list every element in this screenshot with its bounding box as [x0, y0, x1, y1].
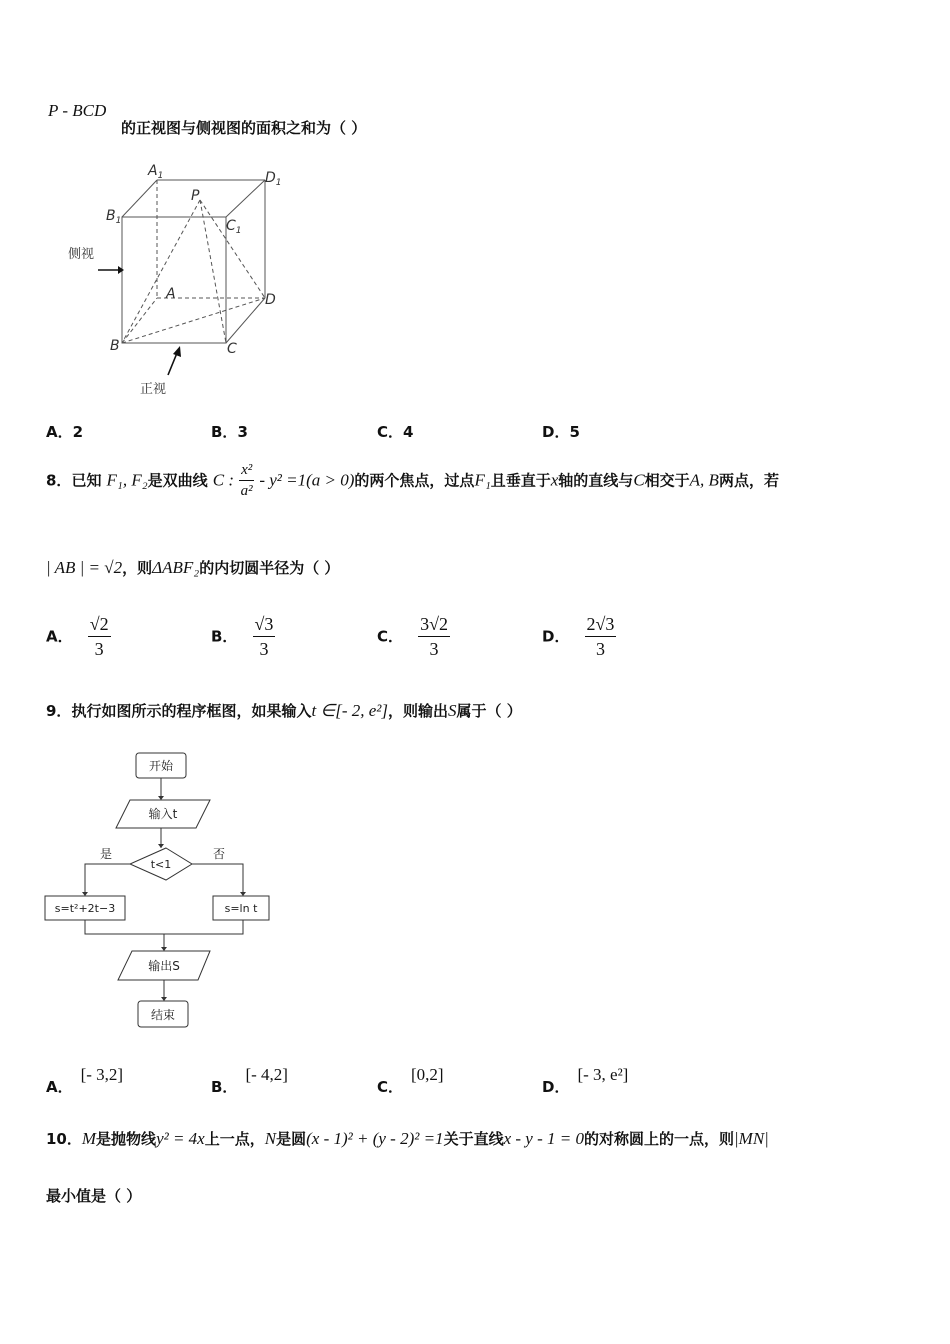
- q7-option-a[interactable]: A．2: [46, 423, 84, 441]
- q8-option-c[interactable]: C． $\frac{3√2}{3}$: [377, 614, 448, 659]
- flow-yes-text: 是: [99, 847, 113, 861]
- side-arrow-head: [118, 266, 124, 274]
- label-b1: $B_1$: [106, 208, 122, 226]
- edge-c1d1: [226, 180, 265, 217]
- q7-option-b[interactable]: B．3: [211, 423, 248, 441]
- front-view-label: 正视: [140, 382, 167, 397]
- flow-end-text: 结束: [150, 1008, 176, 1022]
- q10-line2: 最小值是（ ）: [46, 1187, 142, 1205]
- side-view-label: 侧视: [68, 247, 95, 262]
- q8-option-a[interactable]: A． $\frac{√2}{3}$: [46, 614, 109, 659]
- flow-cond-text: t<1: [150, 858, 172, 871]
- flow-no-text: 否: [212, 847, 226, 861]
- label-c1: $C_1$: [226, 218, 242, 236]
- edge-ba-hidden: [122, 298, 157, 343]
- label-c: C: [227, 341, 237, 357]
- label-a1: $A_1$: [148, 163, 164, 181]
- edge-b1a1: [122, 180, 157, 217]
- edge-pd: [200, 200, 265, 298]
- front-arrow-head: [173, 346, 181, 357]
- label-a: A: [166, 286, 176, 302]
- q9-option-a[interactable]: A．[- 3,2]: [46, 1065, 124, 1096]
- cube-front-face: [122, 217, 226, 343]
- q8-option-b[interactable]: B． $\frac{√3}{3}$: [211, 614, 274, 659]
- flow-output-text: 输出S: [148, 959, 180, 973]
- q7-text: 的正视图与侧视图的面积之和为（ ）: [121, 119, 367, 137]
- flow-right-text: s=ln t: [224, 902, 258, 915]
- label-b: B: [110, 338, 120, 354]
- cube-figure: [60, 160, 290, 405]
- q10-line1: 10．M是抛物线y² = 4x上一点，N是圆(x - 1)² + (y - 2)² =1关于直线x - y - 1 = 0的对称圆上的一点，则|MN|: [46, 1129, 769, 1148]
- q7-expr: P - BCD: [48, 101, 107, 120]
- flow-start-text: 开始: [148, 759, 174, 773]
- label-d: D: [265, 292, 276, 308]
- flow-input-text: 输入t: [148, 807, 178, 821]
- flow-left-text: s=t²+2t−3: [54, 902, 116, 915]
- label-d1: $D_1$: [265, 170, 282, 188]
- q8-line1: 8．已知 F₁, F₂是双曲线 C : $\frac{\text{x²}}{\text{a²}}$ - y² =1(a > 0)的两个焦点，过点F₁且垂直于x轴的直线与C相交于A, B两点，若: [46, 462, 779, 499]
- edge-bd: [122, 298, 265, 343]
- edge-pb: [122, 200, 200, 343]
- q9-option-b[interactable]: B．[- 4,2]: [211, 1065, 288, 1096]
- q8-option-d[interactable]: D． $\frac{2√3}{3}$: [542, 614, 615, 659]
- q7-option-c[interactable]: C．4: [377, 423, 414, 441]
- front-arrow-line: [168, 353, 177, 375]
- edge-pc: [200, 200, 226, 343]
- q9-line: 9．执行如图所示的程序框图，如果输入t ∈[- 2, e²]，则输出S属于（ ）: [46, 701, 522, 720]
- flowchart: [40, 748, 280, 1033]
- q9-option-d[interactable]: D．[- 3, e²]: [542, 1065, 629, 1096]
- q8-line2: | AB | = √2，则ΔABF₂的内切圆半径为（ ）: [46, 558, 340, 577]
- q7-option-d[interactable]: D．5: [542, 423, 580, 441]
- label-p: P: [191, 188, 200, 204]
- edge-cd: [226, 298, 265, 343]
- q9-option-c[interactable]: C．[0,2]: [377, 1065, 444, 1096]
